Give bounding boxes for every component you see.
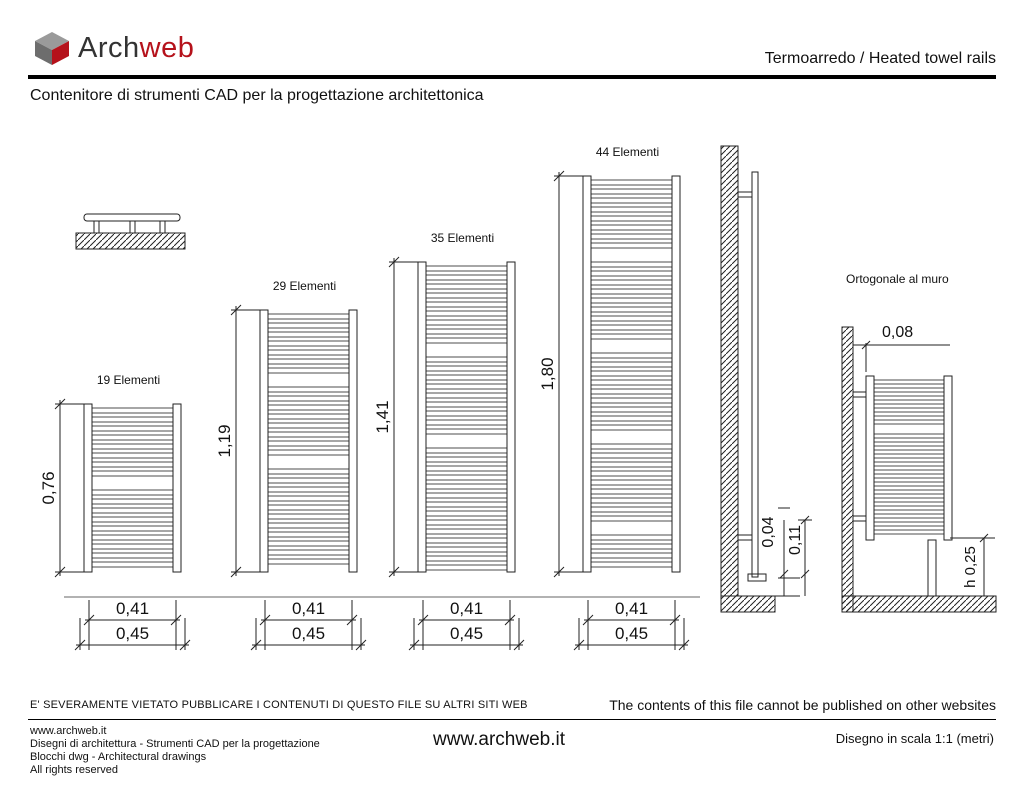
radiator-rung	[426, 529, 507, 534]
radiator-rung	[92, 471, 173, 476]
footer-line[interactable]: www.archweb.it	[30, 725, 107, 737]
radiator-rung	[591, 389, 672, 394]
footer-website-link[interactable]: www.archweb.it	[433, 729, 565, 750]
radiator-rung	[591, 398, 672, 403]
radiator-rung	[268, 559, 349, 564]
dim-width-outer: 0,45	[291, 624, 326, 643]
dim-height: 1,80	[538, 357, 557, 391]
radiator-rung	[268, 450, 349, 455]
ortho-rung	[874, 434, 944, 438]
ortho-rung	[874, 466, 944, 470]
radiator-2	[215, 279, 366, 650]
radiator-rung	[591, 498, 672, 503]
ortho-rung	[874, 490, 944, 494]
footer-info	[30, 725, 320, 777]
ortho-rung	[874, 388, 944, 392]
dim-width-inner: 0,41	[291, 599, 326, 618]
radiator-rung	[268, 332, 349, 337]
radiator-rung	[426, 293, 507, 298]
radiator-rung	[591, 453, 672, 458]
ortho-title: Ortogonale al muro	[846, 272, 949, 286]
ortho-rung	[874, 458, 944, 462]
ortho-rung	[874, 404, 944, 408]
radiator-rung	[591, 407, 672, 412]
radiator-tube	[349, 310, 357, 572]
radiator-rung	[268, 414, 349, 419]
radiator-rung	[268, 405, 349, 410]
radiator-rung	[268, 432, 349, 437]
radiator-rung	[426, 520, 507, 525]
radiator-rung	[426, 502, 507, 507]
radiator-rung	[591, 180, 672, 185]
radiator-rung	[591, 535, 672, 540]
radiator-rung	[591, 307, 672, 312]
radiator-rung	[426, 466, 507, 471]
dim-ortho-floor: h 0,25	[962, 546, 979, 588]
radiator-rung	[591, 516, 672, 521]
ortho-rung	[874, 380, 944, 384]
radiator-rung	[92, 553, 173, 558]
radiator-tube	[260, 310, 268, 572]
radiator-rung	[591, 243, 672, 248]
radiator-3	[373, 231, 524, 650]
category-title: Termoarredo / Heated towel rails	[764, 50, 996, 67]
radiator-rung	[426, 484, 507, 489]
radiator-rung	[591, 562, 672, 567]
radiator-rung	[591, 234, 672, 239]
page-subtitle: Contenitore di strumenti CAD per la progettazione architettonica	[30, 87, 484, 104]
radiator-rung	[92, 490, 173, 495]
dim-width-outer: 0,45	[115, 624, 150, 643]
radiator-rung	[426, 402, 507, 407]
radiator-rung	[92, 544, 173, 549]
radiator-rung	[591, 444, 672, 449]
radiator-rung	[268, 350, 349, 355]
radiator-rung	[591, 271, 672, 276]
radiator-rung	[426, 320, 507, 325]
radiator-rung	[92, 517, 173, 522]
ortho-rung	[874, 396, 944, 400]
radiator-rung	[92, 408, 173, 413]
radiator-rung	[591, 298, 672, 303]
radiator-rung	[268, 423, 349, 428]
radiator-rung	[591, 480, 672, 485]
radiator-rung	[268, 387, 349, 392]
ortho-rung	[874, 514, 944, 518]
radiator-label: 44 Elementi	[595, 145, 660, 159]
radiator-rung	[92, 499, 173, 504]
dim-width-inner: 0,41	[115, 599, 150, 618]
radiator-rung	[268, 368, 349, 373]
dim-ortho-depth: 0,08	[882, 324, 914, 341]
radiator-rung	[426, 411, 507, 416]
radiator-tube	[173, 404, 181, 572]
radiator-rung	[591, 553, 672, 558]
radiator-rung	[92, 444, 173, 449]
radiator-rung	[92, 462, 173, 467]
dim-side-small: 0,04	[760, 516, 777, 548]
radiator-rung	[268, 323, 349, 328]
radiator-rung	[426, 311, 507, 316]
ortho-rung	[874, 450, 944, 454]
radiator-4	[538, 145, 689, 650]
radiator-rung	[591, 289, 672, 294]
radiator-rung	[268, 505, 349, 510]
dim-height: 0,76	[39, 471, 58, 505]
radiator-rung	[92, 435, 173, 440]
ortho-rung	[874, 482, 944, 486]
radiator-rung	[268, 441, 349, 446]
radiator-rung	[268, 532, 349, 537]
radiator-rung	[426, 493, 507, 498]
radiator-rung	[426, 266, 507, 271]
radiator-rung	[426, 384, 507, 389]
radiator-rung	[426, 420, 507, 425]
radiator-rung	[426, 302, 507, 307]
radiator-tube	[418, 262, 426, 572]
radiator-rung	[268, 541, 349, 546]
radiator-rung	[268, 514, 349, 519]
dim-width-inner: 0,41	[614, 599, 649, 618]
radiator-rung	[426, 357, 507, 362]
radiator-rung	[268, 478, 349, 483]
radiator-rung	[591, 280, 672, 285]
radiator-rung	[426, 475, 507, 480]
dim-height: 1,19	[215, 424, 234, 458]
dim-width-outer: 0,45	[614, 624, 649, 643]
radiator-rung	[426, 538, 507, 543]
radiator-rung	[591, 198, 672, 203]
radiator-rung	[92, 535, 173, 540]
radiator-rung	[268, 359, 349, 364]
radiator-rung	[426, 393, 507, 398]
radiator-rung	[426, 429, 507, 434]
radiator-rung	[591, 462, 672, 467]
radiator-rung	[591, 489, 672, 494]
footer-warning-en: The contents of this file cannot be published on other websites	[609, 697, 996, 713]
radiator-rung	[591, 380, 672, 385]
radiator-rung	[591, 353, 672, 358]
radiator-rung	[591, 416, 672, 421]
radiator-rung	[426, 565, 507, 570]
radiator-label: 29 Elementi	[272, 279, 337, 293]
ortho-rung	[874, 412, 944, 416]
ortho-rung	[874, 420, 944, 424]
radiator-rung	[426, 511, 507, 516]
side-view	[721, 146, 812, 612]
radiator-rung	[426, 366, 507, 371]
radiator-label: 35 Elementi	[430, 231, 495, 245]
top-view	[76, 214, 185, 249]
radiator-rung	[268, 523, 349, 528]
radiator-rung	[92, 426, 173, 431]
radiator-rung	[591, 325, 672, 330]
radiator-rung	[92, 453, 173, 458]
radiator-rung	[591, 507, 672, 512]
footer-line: Disegni di architettura - Strumenti CAD per la progettazione	[30, 738, 320, 750]
radiator-rung	[591, 425, 672, 430]
radiator-tube	[672, 176, 680, 572]
logo-text: Archweb	[78, 31, 195, 64]
radiator-tube	[84, 404, 92, 572]
radiator-label: 19 Elementi	[96, 373, 161, 387]
radiator-rung	[426, 338, 507, 343]
radiator-1	[39, 373, 190, 650]
radiator-tube	[507, 262, 515, 572]
radiator-rung	[426, 375, 507, 380]
ortho-rung	[874, 522, 944, 526]
radiator-tube	[583, 176, 591, 572]
dim-width-inner: 0,41	[449, 599, 484, 618]
radiator-rung	[591, 544, 672, 549]
radiator-rung	[426, 556, 507, 561]
radiator-rung	[92, 417, 173, 422]
radiator-rung	[268, 396, 349, 401]
radiator-rung	[92, 508, 173, 513]
radiator-rung	[591, 362, 672, 367]
radiator-rung	[591, 216, 672, 221]
radiator-rung	[268, 550, 349, 555]
radiator-rung	[591, 316, 672, 321]
radiator-rung	[426, 284, 507, 289]
radiator-rung	[268, 496, 349, 501]
radiator-rung	[268, 487, 349, 492]
ortho-rung	[874, 442, 944, 446]
radiator-rung	[591, 189, 672, 194]
radiator-rung	[268, 314, 349, 319]
radiator-rung	[426, 329, 507, 334]
dim-width-outer: 0,45	[449, 624, 484, 643]
radiator-rung	[591, 471, 672, 476]
footer-line: Blocchi dwg - Architectural drawings	[30, 751, 207, 763]
radiator-rung	[426, 547, 507, 552]
radiator-rung	[591, 334, 672, 339]
ortho-rung	[874, 498, 944, 502]
footer-divider	[28, 719, 996, 720]
radiator-rung	[426, 448, 507, 453]
ortho-view	[842, 272, 996, 612]
radiator-rung	[591, 262, 672, 267]
dim-side-mid: 0,11	[787, 525, 804, 555]
radiator-rung	[426, 275, 507, 280]
radiator-rung	[426, 457, 507, 462]
radiator-rung	[268, 341, 349, 346]
radiator-rung	[92, 526, 173, 531]
radiator-rung	[591, 225, 672, 230]
radiator-rung	[591, 207, 672, 212]
radiator-rung	[591, 371, 672, 376]
radiator-rung	[92, 562, 173, 567]
ortho-rung	[874, 506, 944, 510]
radiator-rung	[268, 469, 349, 474]
footer-line: All rights reserved	[30, 764, 119, 776]
footer-scale: Disegno in scala 1:1 (metri)	[835, 731, 994, 746]
dim-height: 1,41	[373, 400, 392, 434]
ortho-rung	[874, 474, 944, 478]
ortho-rung	[874, 530, 944, 534]
footer-warning-it: E' SEVERAMENTE VIETATO PUBBLICARE I CONTENUTI DI QUESTO FILE SU ALTRI SITI WEB	[30, 699, 528, 711]
